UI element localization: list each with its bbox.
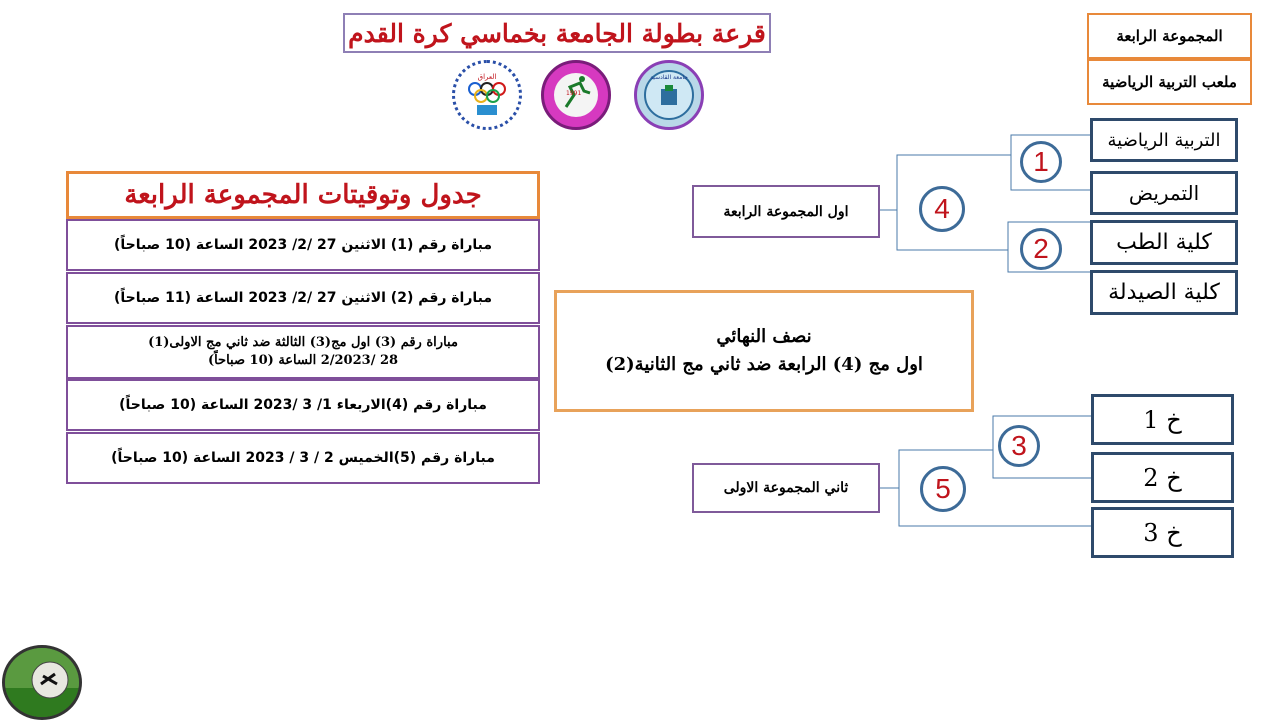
university-logo-text: جامعة القادسية [650, 74, 688, 81]
semi-final-title: نصف النهائي [716, 326, 812, 347]
match-number-1: 1 [1020, 141, 1062, 183]
match-4-text: مباراة رقم (4)الاربعاء 1/ 3 /2023 الساعة (10 صباحاً) [119, 397, 487, 413]
football-icon [2, 645, 82, 720]
match-number-5: 5 [920, 466, 966, 512]
match-number-4: 4 [919, 186, 965, 232]
semi-final-match: اول مج (4) الرابعة ضد ثاني مج الثانية(2) [605, 354, 923, 375]
match-number-2: 2 [1020, 228, 1062, 270]
team-kh-3: خ 3 [1091, 507, 1234, 558]
match-5-text: مباراة رقم (5)الخميس 2 / 3 / 2023 الساعة (10 صباحاً) [111, 450, 495, 466]
team-medicine: كلية الطب [1090, 220, 1238, 265]
group-label: المجموعة الرابعة [1087, 13, 1252, 59]
match-1-text: مباراة رقم (1) الاثنين 27 /2/ 2023 الساعة (10 صباحاً) [113, 237, 493, 253]
match-number-3: 3 [998, 425, 1040, 467]
schedule-title: جدول وتوقيتات المجموعة الرابعة [66, 171, 540, 219]
venue-label: ملعب التربية الرياضية [1087, 59, 1252, 105]
team-kh-2: خ 2 [1091, 452, 1234, 503]
team-kh-1: خ 1 [1091, 394, 1234, 445]
sports-logo-year: 1991 [566, 90, 582, 97]
second-group-one-slot: ثاني المجموعة الاولى [692, 463, 880, 513]
match-2-text: مباراة رقم (2) الاثنين 27 /2/ 2023 الساعة (11 صباحاً) [113, 290, 493, 306]
match-3-date: 28 /2/2023 الساعة (10 صباحاً) [207, 353, 399, 368]
match-3-text: مباراة رقم (3) اول مج(3) الثالثة ضد ثاني مج الاولى(1) [148, 335, 458, 350]
page-title: قرعة بطولة الجامعة بخماسي كرة القدم [343, 13, 771, 53]
team-sports-education: التربية الرياضية [1090, 118, 1238, 162]
olympic-logo-text: العراق [477, 73, 497, 81]
team-pharmacy: كلية الصيدلة [1090, 270, 1238, 315]
team-nursing: التمريض [1090, 171, 1238, 215]
first-group-four-slot: اول المجموعة الرابعة [692, 185, 880, 238]
